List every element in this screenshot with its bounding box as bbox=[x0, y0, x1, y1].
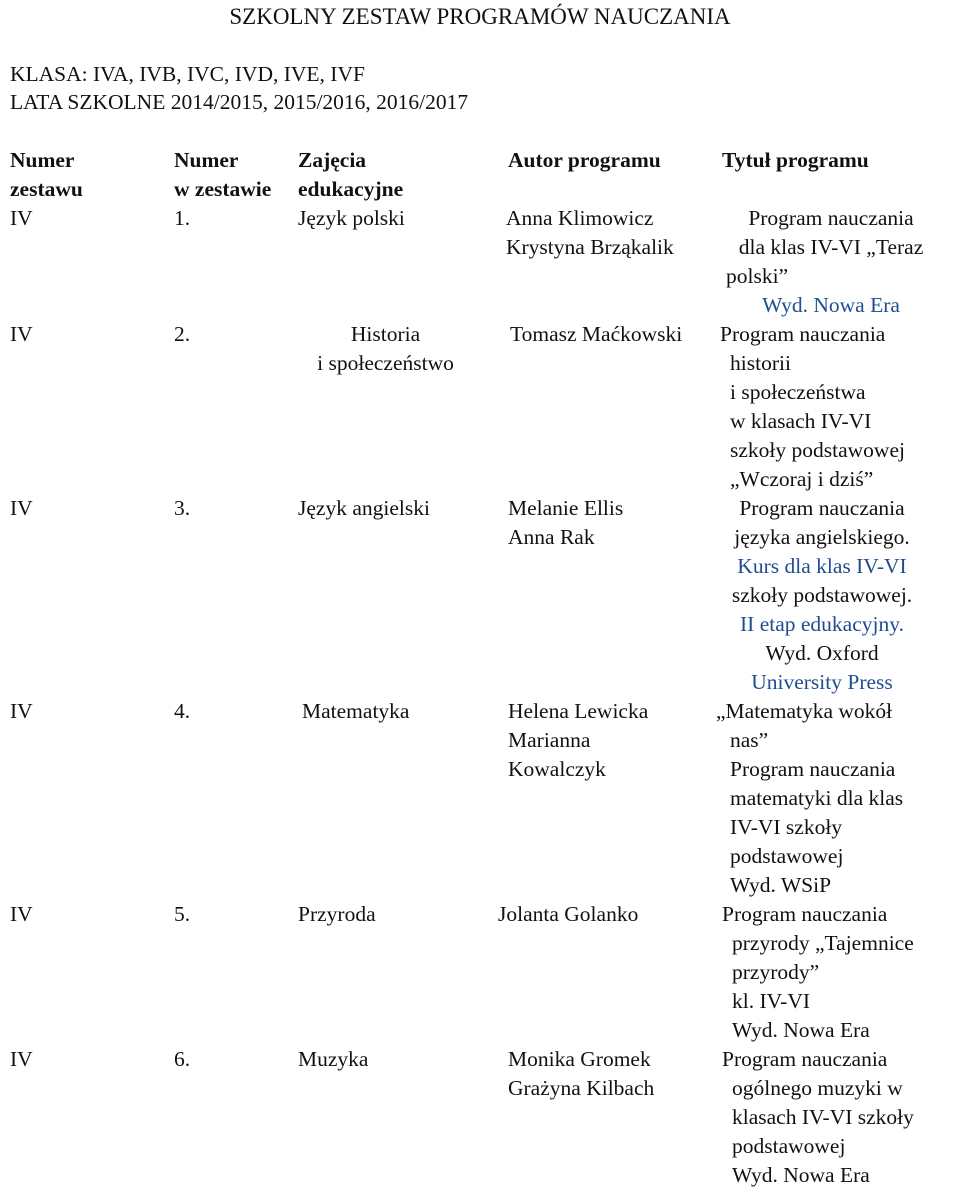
cell-line: i społeczeństwo bbox=[317, 351, 454, 375]
cell-zajecia bbox=[298, 1045, 368, 1074]
cell-line: „Wczoraj i dziś” bbox=[730, 467, 874, 491]
cell-line: historii bbox=[730, 351, 791, 375]
cell-line: Program nauczania bbox=[748, 206, 914, 230]
header-line: w zestawie bbox=[174, 177, 272, 201]
cell-line: Wyd. Nowa Era bbox=[732, 1018, 870, 1042]
cell-zestaw: IV bbox=[10, 496, 33, 520]
header-autor: Autor programu bbox=[508, 148, 661, 172]
cell-line: podstawowej bbox=[732, 1134, 846, 1158]
cell-line: szkoły podstawowej. bbox=[731, 583, 913, 607]
cell-line: Przyroda bbox=[298, 902, 376, 926]
header-line: Numer bbox=[174, 148, 239, 172]
cell-line: Program nauczania bbox=[730, 757, 896, 781]
cell-line: matematyki dla klas bbox=[730, 786, 904, 810]
header-line: edukacyjne bbox=[298, 177, 404, 201]
cell-zestaw: IV bbox=[10, 322, 33, 346]
cell-line: polski” bbox=[726, 264, 789, 288]
cell-zajecia bbox=[302, 697, 409, 726]
cell-line: Marianna bbox=[508, 728, 591, 752]
table-row bbox=[10, 1045, 955, 1190]
cell-line: klasach IV-VI szkoły bbox=[732, 1105, 914, 1129]
cell-tytul bbox=[720, 320, 905, 494]
cell-tytul bbox=[722, 900, 914, 1045]
cell-zestaw: IV bbox=[10, 699, 33, 723]
cell-line: kl. IV-VI bbox=[732, 989, 811, 1013]
cell-line: Program nauczania bbox=[722, 1047, 888, 1071]
cell-zestaw: IV bbox=[10, 206, 33, 230]
header-numer-w-zestawie bbox=[174, 146, 271, 204]
cell-line: przyrody” bbox=[732, 960, 820, 984]
cell-line: University Press bbox=[751, 670, 893, 694]
cell-line: dla klas IV-VI „Teraz bbox=[738, 235, 924, 259]
cell-autor bbox=[508, 494, 623, 552]
cell-tytul bbox=[704, 494, 940, 697]
cell-line: podstawowej bbox=[730, 844, 844, 868]
cell-line: nas” bbox=[730, 728, 769, 752]
cell-line: Grażyna Kilbach bbox=[508, 1076, 655, 1100]
cell-line: Helena Lewicka bbox=[508, 699, 649, 723]
header-zajecia bbox=[298, 146, 403, 204]
table-row bbox=[10, 697, 955, 900]
table-header bbox=[10, 146, 955, 204]
cell-line: Historia bbox=[350, 322, 421, 346]
cell-line: Jolanta Golanko bbox=[498, 902, 639, 926]
cell-line: Muzyka bbox=[298, 1047, 369, 1071]
cell-line: Program nauczania bbox=[739, 496, 905, 520]
cell-zestaw: IV bbox=[10, 902, 33, 926]
header-numer-zestawu bbox=[10, 146, 83, 204]
cell-zajecia bbox=[298, 204, 405, 233]
cell-autor bbox=[508, 1045, 654, 1103]
table-row bbox=[10, 320, 955, 494]
cell-autor bbox=[508, 697, 648, 784]
cell-line: Język angielski bbox=[298, 496, 430, 520]
table-row bbox=[10, 204, 955, 320]
cell-numer: 2. bbox=[174, 322, 191, 346]
cell-autor bbox=[510, 320, 682, 349]
cell-zestaw: IV bbox=[10, 1047, 33, 1071]
cell-numer: 4. bbox=[174, 699, 191, 723]
programs-table bbox=[10, 146, 955, 1190]
cell-line: Anna Rak bbox=[508, 525, 595, 549]
cell-autor bbox=[498, 900, 638, 929]
cell-line: Anna Klimowicz bbox=[506, 206, 654, 230]
cell-line: Wyd. Nowa Era bbox=[762, 293, 900, 317]
document-title: SZKOLNY ZESTAW PROGRAMÓW NAUCZANIA bbox=[229, 4, 731, 29]
cell-line: ogólnego muzyki w bbox=[732, 1076, 903, 1100]
header-line: Zajęcia bbox=[298, 148, 367, 172]
table-row bbox=[10, 900, 955, 1045]
class-line: KLASA: IVA, IVB, IVC, IVD, IVE, IVF bbox=[10, 62, 365, 86]
cell-line: Wyd. WSiP bbox=[730, 873, 832, 897]
cell-line: języka angielskiego. bbox=[734, 525, 910, 549]
header-line: Numer bbox=[10, 148, 75, 172]
cell-line: Język polski bbox=[298, 206, 405, 230]
cell-line: Matematyka bbox=[302, 699, 410, 723]
cell-line: szkoły podstawowej bbox=[730, 438, 905, 462]
cell-line: II etap edukacyjny. bbox=[740, 612, 904, 636]
cell-line: Monika Gromek bbox=[508, 1047, 651, 1071]
cell-line: IV-VI szkoły bbox=[730, 815, 843, 839]
cell-line: Program nauczania bbox=[720, 322, 886, 346]
cell-tytul bbox=[716, 697, 903, 900]
school-years-line: LATA SZKOLNE 2014/2015, 2015/2016, 2016/2017 bbox=[10, 90, 469, 114]
cell-zajecia bbox=[298, 900, 376, 929]
cell-line: Program nauczania bbox=[722, 902, 888, 926]
cell-line: Melanie Ellis bbox=[508, 496, 624, 520]
table-row bbox=[10, 494, 955, 697]
header-tytul: Tytuł programu bbox=[722, 148, 869, 172]
cell-line: i społeczeństwa bbox=[730, 380, 866, 404]
cell-line: Wyd. Nowa Era bbox=[732, 1163, 870, 1187]
cell-line: Wyd. Oxford bbox=[765, 641, 879, 665]
cell-tytul bbox=[716, 204, 946, 320]
cell-line: Kurs dla klas IV-VI bbox=[737, 554, 907, 578]
cell-numer: 5. bbox=[174, 902, 191, 926]
cell-numer: 1. bbox=[174, 206, 191, 230]
cell-autor bbox=[506, 204, 674, 262]
cell-numer: 6. bbox=[174, 1047, 191, 1071]
cell-line: przyrody „Tajemnice bbox=[732, 931, 914, 955]
cell-line: Kowalczyk bbox=[508, 757, 606, 781]
cell-numer: 3. bbox=[174, 496, 191, 520]
cell-zajecia bbox=[298, 494, 430, 523]
cell-line: w klasach IV-VI bbox=[730, 409, 872, 433]
cell-tytul bbox=[722, 1045, 914, 1190]
cell-line: Krystyna Brząkalik bbox=[506, 235, 674, 259]
header-line: zestawu bbox=[10, 177, 83, 201]
cell-zajecia bbox=[298, 320, 473, 378]
cell-line: Tomasz Maćkowski bbox=[510, 322, 683, 346]
cell-line: „Matematyka wokół bbox=[716, 699, 893, 723]
